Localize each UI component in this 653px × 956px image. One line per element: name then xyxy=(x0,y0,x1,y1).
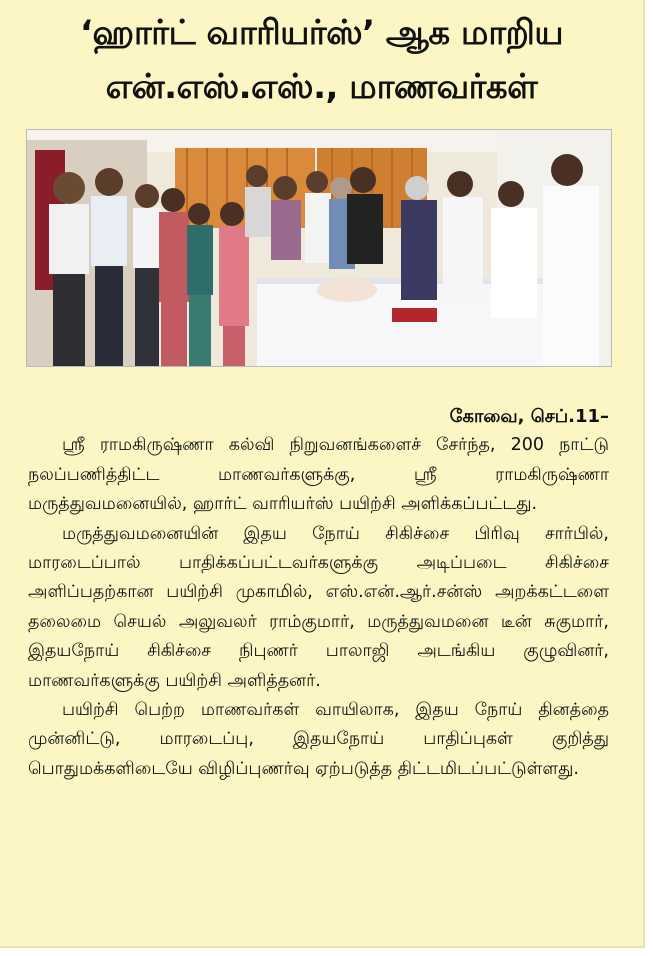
headline xyxy=(0,6,643,114)
paragraph-3: பயிற்சி பெற்ற மாணவர்கள் வாயிலாக, இதய நோய் தினத்தை முன்னிட்டு, மாரடைப்பு, இதயநோய் பாதிப்புகள் குறித்து பொதுமக்களிடையே விழிப்புணர்வு ஏற்படுத்த திட்டமிடப்பட்டுள்ளது. xyxy=(28,700,609,779)
paragraph-2: மருத்துவமனையின் இதய நோய் சிகிச்சை பிரிவு சார்பில், மாரடைப்பால் பாதிக்கப்பட்டவர்களுக்கு அடிப்படை சிகிச்சை அளிப்பதற்கான பயிற்சி முகாமில், எஸ்.என்.ஆர்.சன்ஸ் அறக்கட்டளை தலைமை செயல் அலுவலர் ராம்குமார், மருத்துவமனை டீன் சுகுமார், இதயநோய் சிகிச்சை நிபுணர் பாலாஜி அடங்கிய குழுவினர், மாணவர்களுக்கு பயிற்சி அளித்தனர். xyxy=(28,523,609,691)
dateline: கோவை, செப்.11– xyxy=(449,406,609,427)
paragraph-1: ஸ்ரீ ராமகிருஷ்ணா கல்வி நிறுவனங்களைச் சேர்ந்த, 200 நாட்டு நலப்பணித்திட்ட மாணவர்களுக்கு, ஸ்ரீ ராமகிருஷ்ணா மருத்துவமனையில், ஹார்ட் வாரியர்ஸ் பயிற்சி அளிக்கப்பட்டது. xyxy=(28,435,609,515)
headline-line-2: என்.எஸ்.எஸ்., மாணவர்கள் xyxy=(105,67,538,107)
article-body xyxy=(28,402,609,784)
news-photo xyxy=(26,129,612,367)
photo-illustration xyxy=(27,130,611,366)
headline-line-1: ‘ஹார்ட் வாரியர்ஸ்’ ஆக மாறிய xyxy=(79,13,564,53)
